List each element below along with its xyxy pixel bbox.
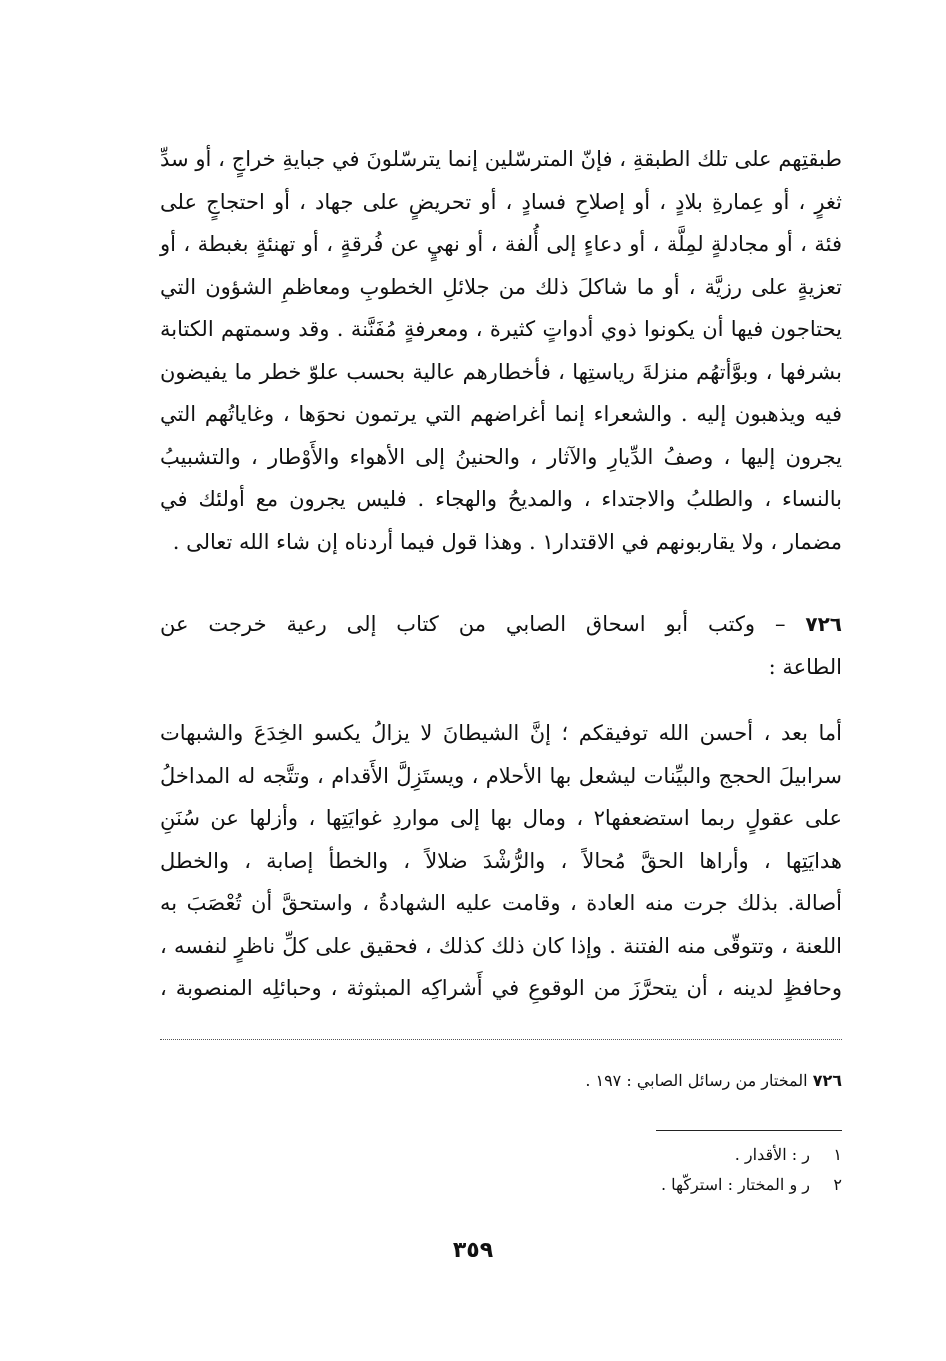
text-line: تعزيةٍ على رزيَّة ، أو ما شاكلَ ذلك من جلائلِ الخطوبِ ومعاظمِ الشؤون التي	[160, 274, 842, 299]
text-line: بالنساء ، والطلبُ والاجتداء ، والمديحُ والهجاء . فليس يجرون مع أولئك في	[160, 487, 842, 511]
section-dash: –	[774, 612, 786, 636]
text-line: فئة ، أو مجادلةٍ لمِلَّة ، أو دعاءٍ إلى أُلفة ، أو نهيٍ عن فُرقةٍ ، أو تهنئةٍ بغبطة ، أو	[160, 232, 842, 256]
section-heading-line	[160, 603, 842, 646]
footnote-number: ١	[833, 1145, 842, 1164]
page-number: ٣٥٩	[452, 1238, 494, 1263]
text-line: يجرون إليها ، وصفُ الدِّيارِ والآثار ، والحنينُ إلى الأهواء والأَوْطار ، والتشبيبُ	[160, 444, 842, 469]
section-heading-line: الطاعة :	[768, 654, 842, 679]
footnote-rule	[656, 1130, 842, 1131]
paragraph-letter	[160, 712, 842, 1010]
text-line: يحتاجون فيها أن يكونوا ذوي أدواتٍ كثيرة ، ومعرفةٍ مُفَنَّنة . وقد وسمتهم الكتابة	[160, 317, 842, 341]
text-line: طبقتِهم على تلك الطبقةِ ، فإنّ المترسّلين إنما يترسّلونَ في جبايةِ خراجٍ ، أو سدِّ	[160, 147, 842, 171]
footnote-text: ر : الأقدار .	[734, 1145, 810, 1164]
text-line: بشرفها ، وبوَّأتهُم منزلةَ رياستِها ، فأخطارهم عالية بحسب علوّ خطر ما يفيضون	[160, 359, 842, 384]
footnote	[160, 1170, 842, 1200]
source-note-text: المختار من رسائل الصابي : ١٩٧ .	[585, 1071, 808, 1090]
text-line: اللعنة ، وتتوقّى منه الفتنة . وإذا كان ذلك كذلك ، فحقيق على كلِّ ناظرٍ لنفسه ،	[160, 933, 842, 958]
footnote	[160, 1140, 842, 1170]
section-heading	[160, 603, 842, 688]
paragraph-intro	[160, 138, 842, 563]
text-line: سرابيلَ الحجج والبيِّنات ليشعل بها الأحلام ، ويستَزِلَّ الأَقدام ، وتتَّجه له المداخلُ	[160, 763, 842, 788]
text-line: مضمار ، ولا يقاربونهم في الاقتدار١ . وهذا قول فيما أردناه إن شاء الله تعالى .	[172, 529, 842, 554]
footnote-number: ٢	[833, 1175, 842, 1194]
text-line: أما بعد ، أحسن الله توفيقكم ؛ إنَّ الشيطانَ لا يزالُ يكسو الخِدَعَ والشبهات	[160, 721, 842, 745]
footnote-text: ر و المختار : استركّها .	[660, 1175, 810, 1194]
dotted-divider	[160, 1039, 842, 1040]
section-number: ٧٢٦	[805, 612, 842, 636]
text-line: فيه ويذهبون إليه . والشعراء إنما أغراضهم التي يرتمون نحوَها ، وغاياتُهم التي	[160, 402, 842, 426]
source-note-number: ٧٢٦	[812, 1071, 842, 1090]
section-heading-text: وكتب أبو اسحاق الصابي من كتاب إلى رعية خرجت عن	[160, 612, 756, 636]
text-line: ثغرٍ ، أو عِمارةِ بلادٍ ، أو إصلاحِ فسادٍ ، أو تحريضٍ على جهاد ، أو احتجاجٍ على	[160, 189, 842, 214]
source-note	[160, 1068, 842, 1094]
text-line: أصالة. بذلك جرت منه العادة ، وقامت عليه الشهادةُ ، واستحقَّ أن تُعْصَبَ به	[160, 891, 842, 915]
text-line: على عقولٍ ربما استضعفها٢ ، ومال بها إلى مواردِ غوايَتِها ، وأزلها عن سُنَنِ	[160, 806, 843, 830]
text-line: وحافظٍ لدينه ، أن يتحرَّزَ من الوقوعِ في أَشراكِه المبثوثة ، وحبائلِه المنصوبة ،	[160, 976, 842, 1000]
text-line: هدايَتِها ، وأراها الحقَّ مُحالاً ، والرُّشْدَ ضلالاً ، والخطأ إصابة ، والخطل	[160, 848, 842, 873]
footnotes	[160, 1140, 842, 1200]
